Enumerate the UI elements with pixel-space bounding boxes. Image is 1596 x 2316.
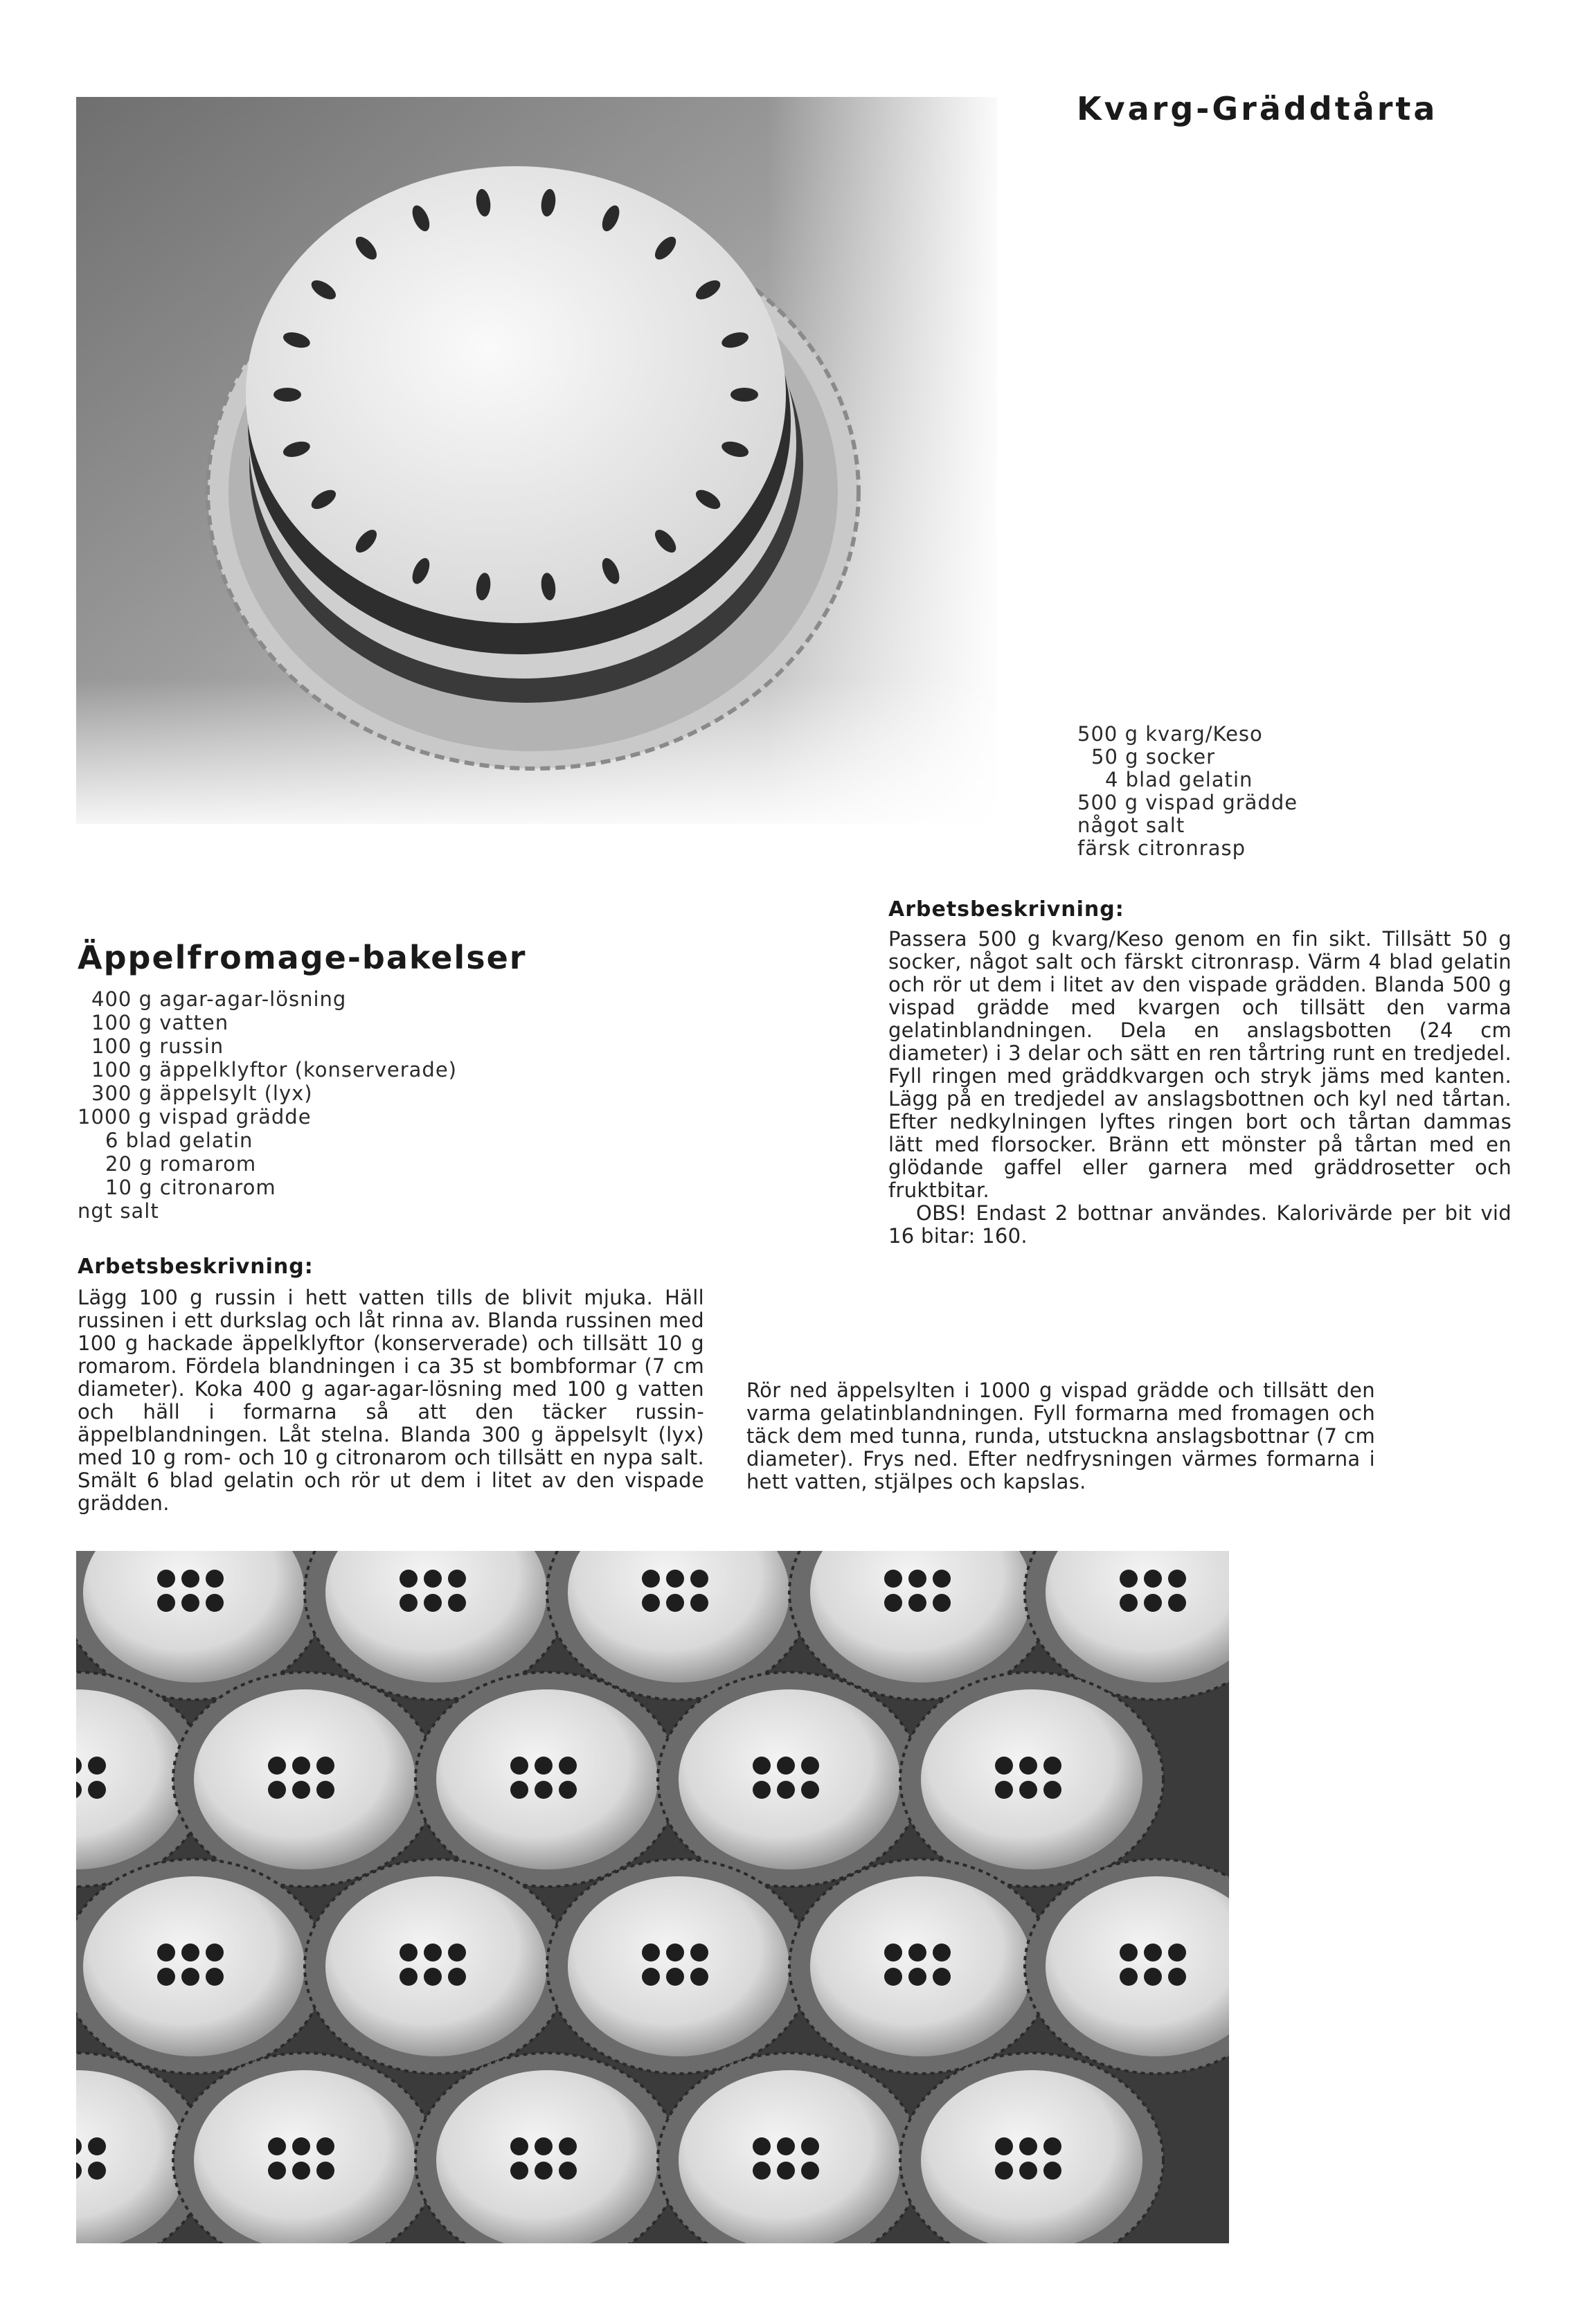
list-item: 100 g äppelklyftor (konserverade) [91, 1058, 457, 1081]
cake-ingredient-list [1077, 723, 1493, 860]
list-item: 100 g russin [91, 1034, 224, 1058]
pastry-ingredient-list [78, 987, 576, 1223]
list-item: ngt salt [78, 1199, 159, 1223]
pastry-method-text: Lägg 100 g russin i hett vatten tills de blivit mjuka. Häll russinen i ett durkslag och låt rinna av. Blanda russinen med 100 g hackade äppelklyftor (konserverade) och tillsätt 10 g romarom. Fördela blandningen i ca 35 st bombformar (7 cm diameter). Koka 400 g agar-agar-lösning med 100 g vatten och häll i formarna så att den täcker russin-äppelblandningen. Låt stelna. Blanda 300 g äppelsylt (lyx) med 10 g rom- och 10 g citronarom och tillsätt en nypa salt. Smält 6 blad gelatin och rör ut dem i litet av den vispade grädden. [78, 1286, 704, 1515]
list-item: 300 g äppelsylt (lyx) [91, 1081, 313, 1105]
pastry-recipe-title: Äppelfromage-bakelser [78, 939, 527, 976]
list-item: 10 g citronarom [105, 1176, 276, 1199]
paragraph: Passera 500 g kvarg/Keso genom en fin sikt. Tillsätt 50 g socker, något salt och färskt citronrasp. Värm 4 blad gelatin och rör ut dem i litet av den vispade grädden. Blanda 500 g vispad grädde med kvargen och tillsätt den varma gelatinblandningen. Dela en anslagsbotten (24 cm diameter) i 3 delar och sätt en ren tårtring runt en tredjedel. Fyll ringen med gräddkvargen och stryk jäms med kanten. Lägg på en tredjedel av anslagsbottnen och kyl ned tårtan. Efter nedkylningen lyftes ringen bort och tårtan dammas lätt med florsocker. Bränn ett mönster på tårtan med en glödande gaffel eller garnera med gräddrosetter och fruktbitar. [888, 927, 1512, 1202]
list-item: 4 blad gelatin [1105, 768, 1253, 791]
list-item: 500 g kvarg/Keso [1077, 722, 1263, 746]
pastry-method-continuation: Rör ned äppelsylten i 1000 g vispad grädde och tillsätt den varma gelatinblandningen. Fyll formarna med fromagen och täck dem med tunna, runda, utstuckna anslagsbottnar (7 cm diameter). Frys ned. Efter nedfrysningen värmes formarna i hett vatten, stjälpes och kapslas. [746, 1379, 1375, 1493]
list-item: något salt [1077, 814, 1185, 837]
cake-method-text [888, 928, 1512, 1248]
pastries-photo [76, 1551, 1229, 2243]
cake-method-heading: Arbetsbeskrivning: [888, 897, 1124, 922]
list-item: 50 g socker [1091, 745, 1216, 769]
list-item: 100 g vatten [91, 1011, 229, 1034]
pastry-method-heading: Arbetsbeskrivning: [78, 1255, 314, 1279]
note-paragraph: OBS! Endast 2 bottnar användes. Kalorivärde per bit vid 16 bitar: 160. [888, 1201, 1512, 1248]
list-item: 6 blad gelatin [105, 1129, 253, 1152]
list-item: 500 g vispad grädde [1077, 791, 1298, 814]
list-item: färsk citronrasp [1077, 836, 1246, 860]
cake-recipe-title: Kvarg-Gräddtårta [1077, 90, 1438, 127]
list-item: 20 g romarom [105, 1152, 257, 1176]
cake-photo [76, 97, 997, 824]
list-item: 400 g agar-agar-lösning [91, 987, 347, 1011]
list-item: 1000 g vispad grädde [78, 1105, 312, 1129]
